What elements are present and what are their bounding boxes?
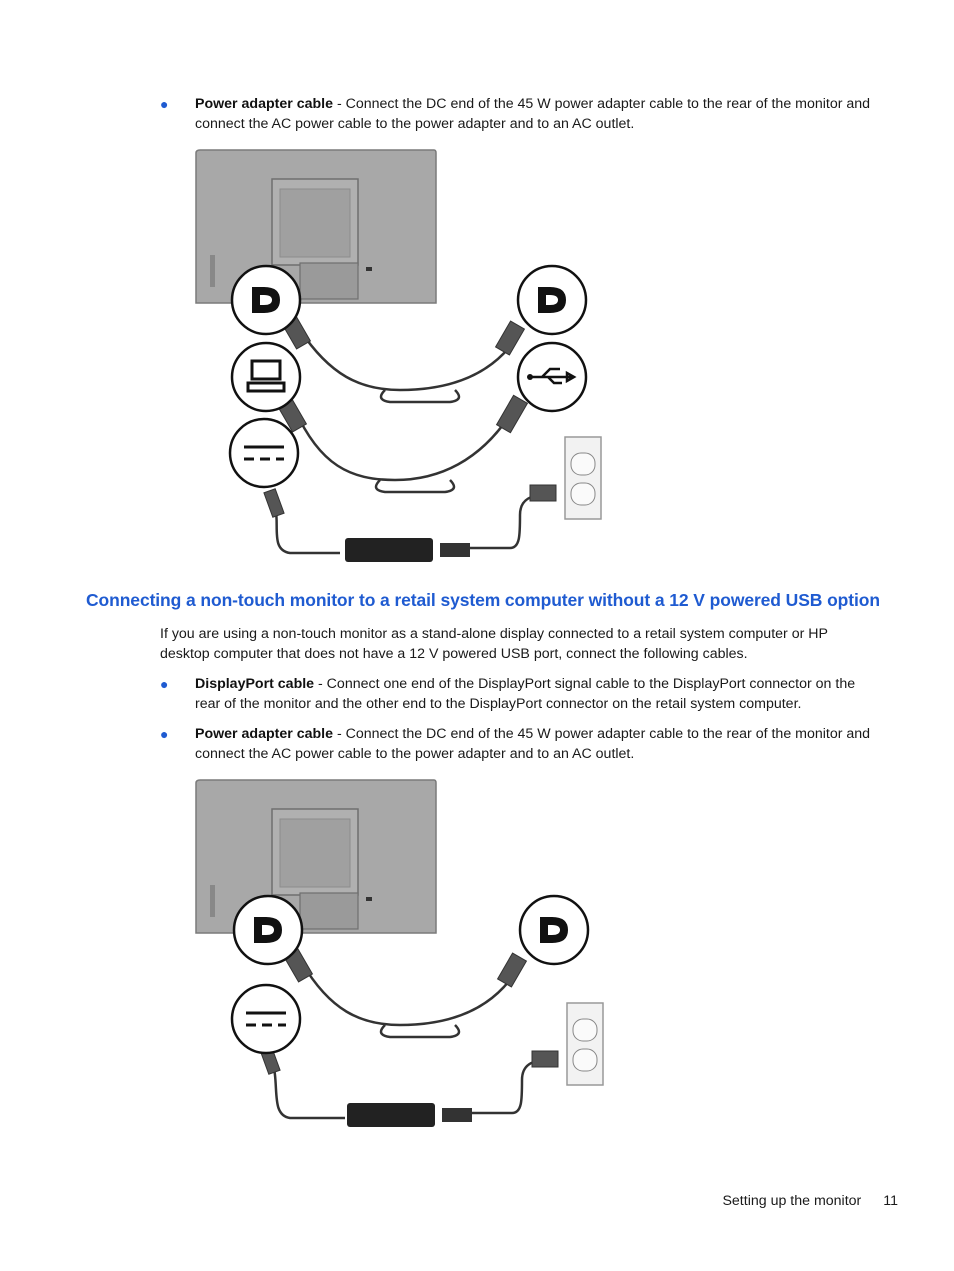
ac-outlet	[565, 437, 601, 519]
bullet-power-adapter	[160, 725, 880, 764]
monitor-rear	[196, 150, 436, 303]
power-adapter	[347, 1103, 472, 1127]
page-footer	[600, 1193, 898, 1209]
figure-connections-no-usb	[190, 775, 610, 1145]
bullet-label: Power adapter cable	[195, 726, 333, 742]
connection-diagram-1	[190, 145, 610, 570]
bullet-dot: ●	[160, 96, 169, 112]
bullet-body: - Connect one end of the DisplayPort signal cable to the DisplayPort connector on the rear of the monitor and the other end to the DisplayPort connector on the retail system computer.	[195, 676, 856, 712]
computer-icon	[232, 343, 300, 411]
displayport-icon	[520, 896, 588, 964]
bullet-label: DisplayPort cable	[195, 676, 315, 692]
connection-diagram-2	[190, 775, 610, 1140]
power-adapter	[345, 538, 470, 562]
bullet-body: - Connect the DC end of the 45 W power adapter cable to the rear of the monitor and connect the AC power cable to the power adapter and to an AC outlet.	[195, 726, 871, 762]
displayport-icon	[232, 266, 300, 334]
page-number: 11	[883, 1193, 898, 1209]
figure-connections-usb	[190, 145, 610, 575]
monitor-rear	[196, 780, 436, 933]
section-heading: Connecting a non-touch monitor to a retail system computer without a 12 V powered USB option	[86, 590, 880, 610]
bullet-dot: ●	[160, 726, 169, 742]
bullet-label: Power adapter cable	[195, 96, 333, 112]
intro-paragraph: If you are using a non-touch monitor as a stand-alone display connected to a retail system computer or HP desktop computer that does not have a 12 V powered USB port, connect the following cables.	[160, 626, 828, 662]
bullet-power-adapter-top	[160, 95, 880, 134]
footer-title: Setting up the monitor	[722, 1193, 862, 1209]
displayport-icon	[518, 266, 586, 334]
ac-outlet	[567, 1003, 603, 1085]
dc-power-icon	[230, 419, 298, 487]
usb-icon	[518, 343, 586, 411]
dc-power-icon	[232, 985, 300, 1053]
bullet-body: - Connect the DC end of the 45 W power adapter cable to the rear of the monitor and connect the AC power cable to the power adapter and to an AC outlet.	[195, 96, 871, 132]
bullet-dot: ●	[160, 676, 169, 692]
displayport-icon	[234, 896, 302, 964]
bullet-displayport	[160, 675, 880, 714]
